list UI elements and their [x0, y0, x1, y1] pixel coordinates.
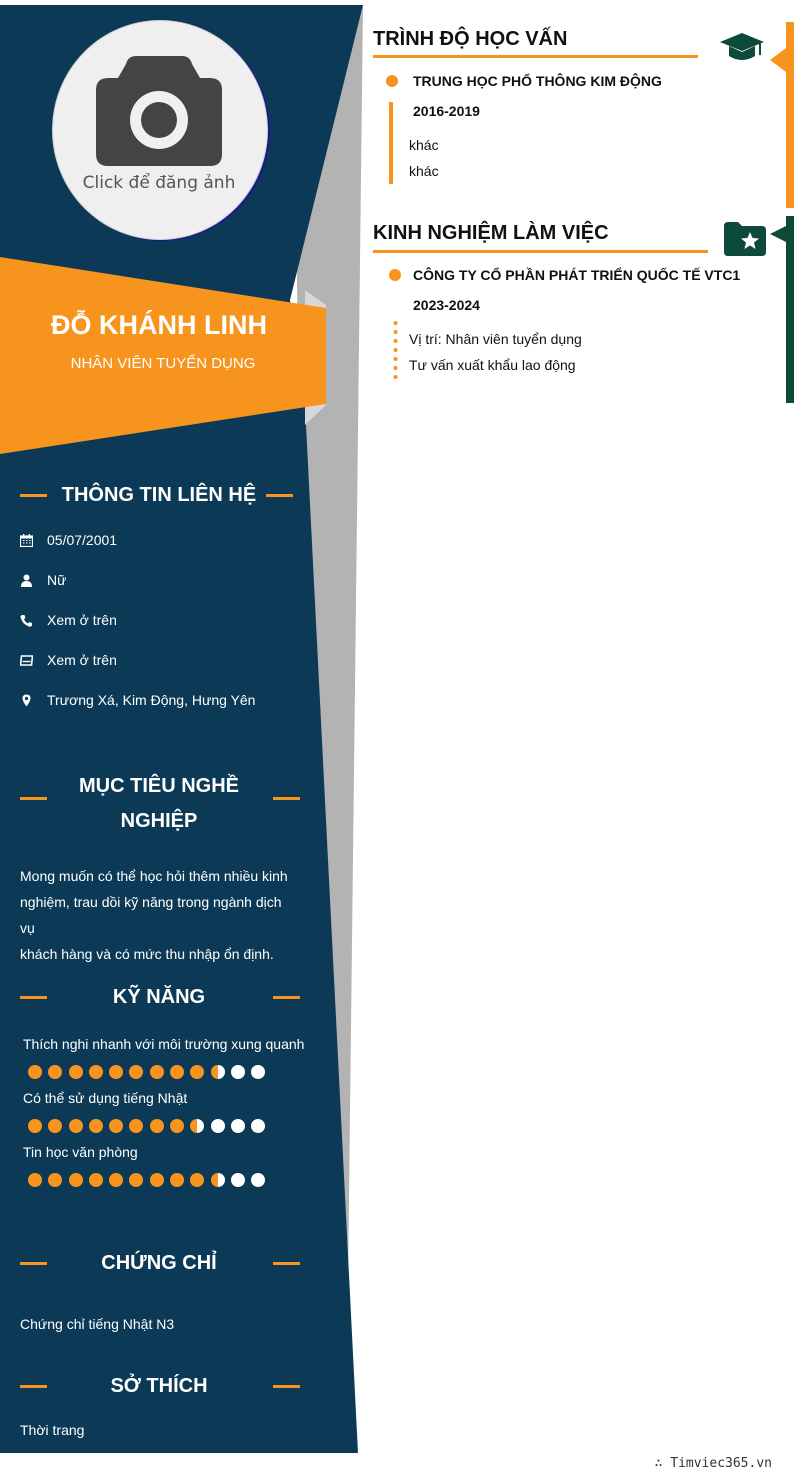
heading-dash [20, 494, 47, 497]
graduation-cap-icon [720, 33, 764, 63]
skill-dot [129, 1065, 143, 1079]
heading-dash [20, 797, 47, 800]
skill-dot [109, 1119, 123, 1133]
skill-dot [28, 1173, 42, 1187]
contact-phone[interactable] [20, 610, 117, 630]
skill-dot [69, 1065, 83, 1079]
email-icon [20, 654, 33, 667]
skill-dot [89, 1173, 103, 1187]
contact-birthday [20, 530, 117, 550]
education-period: 2016-2019 [413, 103, 480, 119]
skill-dot [89, 1065, 103, 1079]
objective-text-line-3: khách hàng và có mức thu nhập ổn định. [20, 946, 274, 962]
skill-dot [231, 1173, 245, 1187]
skill-dot [190, 1065, 204, 1079]
skill-dot [69, 1119, 83, 1133]
user-icon [20, 574, 33, 587]
experience-period: 2023-2024 [413, 297, 480, 313]
objective-text-line-2: nghiệm, trau dồi kỹ năng trong ngành dịch vụ [20, 894, 282, 936]
skill-name: Thích nghi nhanh với môi trường xung quanh [23, 1036, 305, 1052]
education-detail: khác [409, 137, 439, 153]
heading-dash [273, 996, 300, 999]
star-folder-icon [724, 222, 766, 256]
objective-text [20, 863, 300, 967]
contact-heading: THÔNG TIN LIÊN HỆ [61, 484, 257, 506]
skill-dot [170, 1065, 184, 1079]
skill-rating [28, 1173, 272, 1187]
contact-address-value: Trương Xá, Kim Động, Hưng Yên [47, 692, 256, 708]
objective-heading [52, 769, 266, 839]
skill-dot [150, 1065, 164, 1079]
skill-dot [129, 1173, 143, 1187]
objective-text-line-1: Mong muốn có thể học hỏi thêm nhiều kinh [20, 868, 288, 884]
calendar-icon [20, 534, 33, 547]
skill-dot [150, 1119, 164, 1133]
skill-name: Tin học văn phòng [23, 1144, 138, 1160]
education-detail: khác [409, 163, 439, 179]
skill-dot [48, 1065, 62, 1079]
skill-dot [129, 1119, 143, 1133]
skill-dot [251, 1065, 265, 1079]
timeline-bullet [386, 75, 398, 87]
experience-detail: Tư vấn xuất khẩu lao động [409, 357, 576, 373]
experience-heading: KINH NGHIỆM LÀM VIỆC [373, 222, 609, 244]
skill-dot [211, 1119, 225, 1133]
hobbies-heading: SỞ THÍCH [110, 1375, 208, 1397]
timeline-line [389, 102, 393, 184]
contact-birthday-value: 05/07/2001 [47, 532, 118, 548]
heading-dash [20, 996, 47, 999]
objective-heading-line-2: NGHIỆP [120, 810, 198, 832]
skill-dot [48, 1119, 62, 1133]
experience-underline [373, 250, 708, 253]
skill-dot [89, 1119, 103, 1133]
heading-dash [273, 797, 300, 800]
skill-dot [150, 1173, 164, 1187]
certificates-heading: CHỨNG CHỈ [101, 1252, 217, 1274]
timeline-dotted-line [393, 320, 398, 380]
candidate-title: NHÂN VIÊN TUYỂN DỤNG [70, 355, 256, 372]
heading-dash [273, 1385, 300, 1388]
education-underline [373, 55, 698, 58]
hobby-item: Thời trang [20, 1422, 85, 1438]
skill-dot [231, 1119, 245, 1133]
skill-dot [109, 1173, 123, 1187]
skill-dot [28, 1119, 42, 1133]
skill-name: Có thể sử dụng tiếng Nhật [23, 1090, 188, 1106]
skill-dot [190, 1173, 204, 1187]
camera-icon[interactable] [96, 56, 222, 166]
skill-dot [190, 1119, 204, 1133]
phone-icon [20, 614, 33, 627]
objective-heading-line-1: MỤC TIÊU NGHỀ [79, 775, 239, 797]
contact-email[interactable] [20, 650, 117, 670]
skills-heading: KỸ NĂNG [112, 986, 206, 1008]
heading-dash [20, 1385, 47, 1388]
footer-brand[interactable]: ∴ Timviec365.vn [654, 1456, 772, 1471]
contact-phone-value: Xem ở trên [47, 612, 117, 628]
skill-dot [231, 1065, 245, 1079]
photo-upload-label[interactable]: Click để đăng ảnh [82, 173, 236, 193]
contact-gender-value: Nữ [47, 572, 67, 588]
contact-email-value: Xem ở trên [47, 652, 117, 668]
heading-dash [20, 1262, 47, 1265]
candidate-name: ĐỖ KHÁNH LINH [51, 310, 267, 340]
heading-dash [273, 1262, 300, 1265]
skill-rating [28, 1119, 272, 1133]
contact-address [20, 690, 255, 710]
skill-rating [28, 1065, 272, 1079]
experience-detail: Vị trí: Nhân viên tuyển dụng [409, 331, 582, 347]
location-icon [20, 694, 33, 707]
skill-dot [251, 1119, 265, 1133]
skill-dot [48, 1173, 62, 1187]
contact-gender [20, 570, 66, 590]
education-school: TRUNG HỌC PHỔ THÔNG KIM ĐỘNG [413, 73, 662, 89]
skill-dot [28, 1065, 42, 1079]
skill-dot [109, 1065, 123, 1079]
education-heading: TRÌNH ĐỘ HỌC VẤN [373, 28, 568, 50]
skill-dot [69, 1173, 83, 1187]
heading-dash [266, 494, 293, 497]
experience-company: CÔNG TY CỔ PHẦN PHÁT TRIỂN QUỐC TẾ VTC1 [413, 267, 741, 283]
skill-dot [170, 1119, 184, 1133]
skill-dot [211, 1065, 225, 1079]
certificate-item: Chứng chỉ tiếng Nhật N3 [20, 1316, 175, 1332]
skill-dot [170, 1173, 184, 1187]
skill-dot [251, 1173, 265, 1187]
timeline-bullet [389, 269, 401, 281]
skill-dot [211, 1173, 225, 1187]
